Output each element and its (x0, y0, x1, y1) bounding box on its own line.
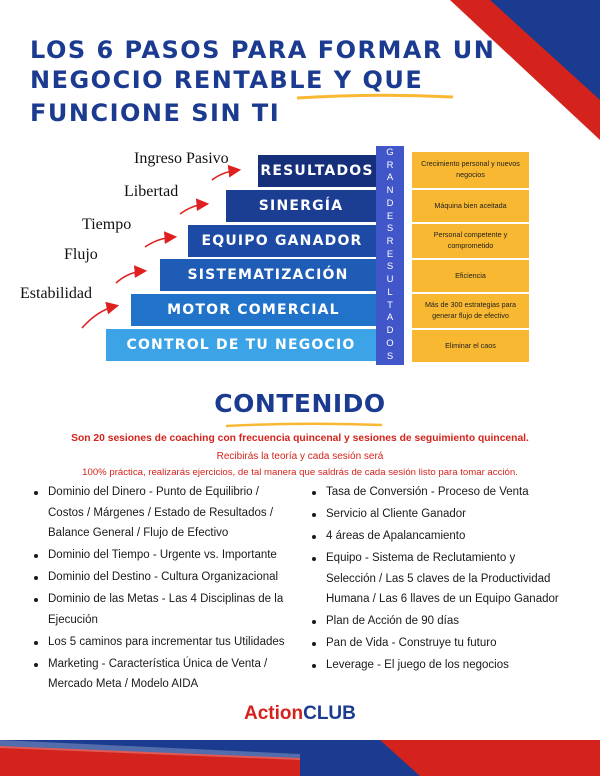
arrow-3 (145, 237, 174, 247)
intro-bold: Son 20 sesiones de coaching con frecuencia quincenal y sesiones de seguimiento quincenal. (71, 433, 529, 444)
vertical-letter: O (386, 337, 394, 349)
step-motor-comercial: MOTOR COMERCIAL (131, 294, 376, 326)
vertical-letter: S (386, 223, 394, 235)
step-sinergia: SINERGÍA (226, 190, 376, 222)
vertical-letter: T (387, 299, 393, 311)
label-ingreso-pasivo: Ingreso Pasivo (134, 150, 229, 167)
vertical-letter: R (386, 159, 394, 171)
vertical-letter: L (387, 286, 393, 298)
list-item: Tasa de Conversión - Proceso de Venta (312, 482, 568, 503)
step-equipo-ganador: EQUIPO GANADOR (188, 225, 376, 257)
bottom-stripe-decoration (0, 740, 600, 776)
logo-club-text: CLUB (303, 703, 356, 724)
step-resultados: RESULTADOS (258, 155, 376, 187)
vertical-letter: E (386, 248, 394, 260)
result-box-2: Máquina bien aceitada (412, 190, 529, 222)
vertical-letter: G (386, 147, 394, 158)
actionclub-logo (244, 703, 356, 725)
contenido-underline (224, 421, 384, 429)
list-item: Dominio del Dinero - Punto de Equilibrio / Costos / Márgenes / Estado de Resultados / Balance General / Flujo de Efectivo (34, 482, 296, 544)
intro-line-3: 100% práctica, realizarás ejercicios, de tal manera que saldrás de cada sesión listo para tomar acción. (82, 467, 518, 478)
arrow-1 (212, 170, 238, 180)
vertical-letter: R (386, 236, 394, 248)
list-item: Leverage - El juego de los negocios (312, 655, 568, 676)
list-item: Dominio del Tiempo - Urgente vs. Importante (34, 545, 296, 566)
contenido-heading: CONTENIDO (214, 389, 386, 418)
vertical-letter: E (386, 210, 394, 222)
list-item: Dominio del Destino - Cultura Organizacional (34, 567, 296, 588)
title-line-1: LOS 6 PASOS PARA FORMAR UN (30, 36, 496, 64)
left-list (34, 482, 296, 696)
vertical-letter: U (386, 274, 394, 286)
result-box-3: Personal competente y comprometido (412, 224, 529, 258)
result-box-4: Eficiencia (412, 260, 529, 292)
vertical-letter: S (386, 350, 394, 362)
label-libertad: Libertad (124, 183, 179, 200)
label-flujo: Flujo (64, 246, 98, 263)
list-item: Los 5 caminos para incrementar tus Utilidades (34, 632, 296, 653)
result-box-6: Eliminar el caos (412, 330, 529, 362)
list-item: Pan de Vida - Construye tu futuro (312, 633, 568, 654)
grandes-resultados-bar (376, 146, 404, 365)
vertical-letter: N (386, 185, 394, 197)
title-line-2: NEGOCIO RENTABLE Y QUE (30, 66, 424, 94)
label-tiempo: Tiempo (82, 216, 132, 233)
logo-action-text: Action (244, 703, 304, 724)
intro-line-2: Recibirás la teoría y cada sesión será (216, 451, 384, 462)
arrow-2 (180, 204, 206, 214)
result-box-1: Crecimiento personal y nuevos negocios (412, 152, 529, 188)
list-item: Plan de Acción de 90 días (312, 611, 568, 632)
label-estabilidad: Estabilidad (20, 285, 92, 302)
arrow-4 (116, 271, 144, 283)
vertical-letter: A (386, 312, 394, 324)
vertical-letter: A (386, 172, 394, 184)
list-item: Servicio al Cliente Ganador (312, 504, 568, 525)
list-item: Equipo - Sistema de Reclutamiento y Selección / Las 5 claves de la Productividad Humana / Las 6 llaves de un Equipo Ganador (312, 548, 568, 610)
right-list (312, 482, 568, 677)
step-sistematizacion: SISTEMATIZACIÓN (160, 259, 376, 291)
arrow-5 (82, 306, 116, 328)
vertical-letter: D (386, 197, 394, 209)
step-control-negocio: CONTROL DE TU NEGOCIO (106, 329, 376, 361)
vertical-letter: S (386, 261, 394, 273)
list-item: Dominio de las Metas - Las 4 Disciplinas de la Ejecución (34, 589, 296, 630)
result-box-5: Más de 300 estrategias para generar flujo de efectivo (412, 294, 529, 328)
list-item: 4 áreas de Apalancamiento (312, 526, 568, 547)
vertical-letter: D (386, 325, 394, 337)
list-item: Marketing - Característica Única de Venta / Mercado Meta / Modelo AIDA (34, 654, 296, 695)
title-line-3: FUNCIONE SIN TI (30, 99, 281, 127)
